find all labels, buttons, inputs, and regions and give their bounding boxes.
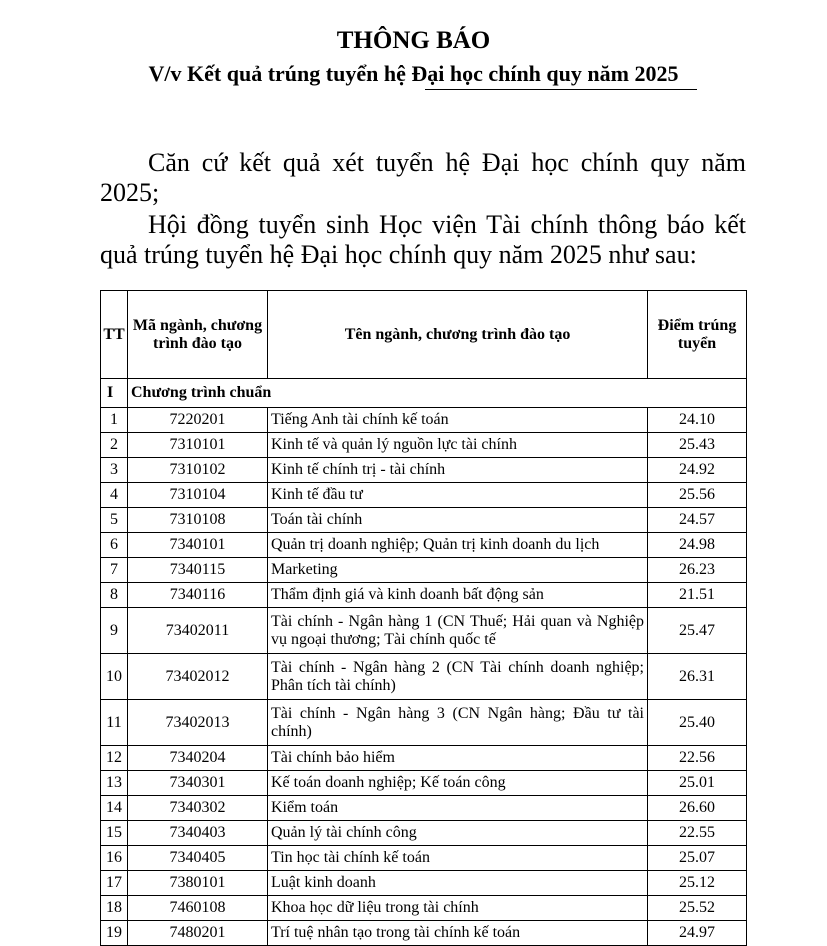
- row-index: 6: [101, 533, 128, 558]
- program-name: Tin học tài chính kế toán: [268, 846, 648, 871]
- row-index: 9: [101, 608, 128, 654]
- table-row: [101, 846, 747, 871]
- program-name: Tài chính - Ngân hàng 3 (CN Ngân hàng; Đầu tư tài chính): [268, 700, 648, 746]
- admission-score: 24.97: [648, 921, 747, 946]
- admission-score: 25.40: [648, 700, 747, 746]
- admission-score: 25.47: [648, 608, 747, 654]
- row-index: 1: [101, 408, 128, 433]
- admission-score: 25.12: [648, 871, 747, 896]
- table-row: [101, 746, 747, 771]
- section-index: I: [101, 379, 128, 408]
- table-row: [101, 433, 747, 458]
- row-index: 10: [101, 654, 128, 700]
- program-name: Tài chính - Ngân hàng 2 (CN Tài chính doanh nghiệp; Phân tích tài chính): [268, 654, 648, 700]
- table-row: [101, 771, 747, 796]
- row-index: 12: [101, 746, 128, 771]
- table-row: [101, 483, 747, 508]
- row-index: 18: [101, 896, 128, 921]
- program-code: 7310108: [128, 508, 268, 533]
- program-name: Marketing: [268, 558, 648, 583]
- header-score: Điểm trúng tuyển: [648, 291, 747, 379]
- table-row: [101, 700, 747, 746]
- program-code: 7340405: [128, 846, 268, 871]
- row-index: 13: [101, 771, 128, 796]
- program-code: 7340116: [128, 583, 268, 608]
- admission-score: 26.60: [648, 796, 747, 821]
- program-name: Luật kinh doanh: [268, 871, 648, 896]
- table-row: [101, 796, 747, 821]
- admission-score: 26.23: [648, 558, 747, 583]
- admission-score: 21.51: [648, 583, 747, 608]
- admission-score: 24.92: [648, 458, 747, 483]
- program-code: 7340301: [128, 771, 268, 796]
- admission-score: 22.55: [648, 821, 747, 846]
- section-label: Chương trình chuẩn: [128, 379, 747, 408]
- program-name: Tài chính bảo hiểm: [268, 746, 648, 771]
- header-code: Mã ngành, chương trình đào tạo: [128, 291, 268, 379]
- program-name: Kinh tế và quản lý nguồn lực tài chính: [268, 433, 648, 458]
- table-row: [101, 654, 747, 700]
- row-index: 14: [101, 796, 128, 821]
- program-name: Tài chính - Ngân hàng 1 (CN Thuế; Hải quan và Nghiệp vụ ngoại thương; Tài chính quốc tế: [268, 608, 648, 654]
- program-code: 7310102: [128, 458, 268, 483]
- subtitle-underline: [425, 89, 697, 90]
- row-index: 8: [101, 583, 128, 608]
- program-code: 7310104: [128, 483, 268, 508]
- program-code: 7480201: [128, 921, 268, 946]
- program-name: Khoa học dữ liệu trong tài chính: [268, 896, 648, 921]
- program-code: 7220201: [128, 408, 268, 433]
- admission-results-table: [100, 290, 747, 946]
- table-row: [101, 408, 747, 433]
- table-header-row: [101, 291, 747, 379]
- row-index: 5: [101, 508, 128, 533]
- program-code: 7310101: [128, 433, 268, 458]
- admission-score: 22.56: [648, 746, 747, 771]
- program-name: Kinh tế đầu tư: [268, 483, 648, 508]
- program-name: Tiếng Anh tài chính kế toán: [268, 408, 648, 433]
- admission-score: 25.56: [648, 483, 747, 508]
- program-code: 73402011: [128, 608, 268, 654]
- row-index: 7: [101, 558, 128, 583]
- table-row: [101, 896, 747, 921]
- admission-score: 25.01: [648, 771, 747, 796]
- admission-score: 24.10: [648, 408, 747, 433]
- paragraph-announcement: Hội đồng tuyển sinh Học viện Tài chính thông báo kết quả trúng tuyển hệ Đại học chính quy năm 2025 như sau:: [100, 210, 746, 269]
- table-row: [101, 558, 747, 583]
- table-row: [101, 871, 747, 896]
- program-code: 7340115: [128, 558, 268, 583]
- admission-score: 24.98: [648, 533, 747, 558]
- admission-score: 26.31: [648, 654, 747, 700]
- paragraph-basis: Căn cứ kết quả xét tuyển hệ Đại học chính quy năm 2025;: [100, 148, 746, 207]
- row-index: 3: [101, 458, 128, 483]
- table-row: [101, 458, 747, 483]
- table-row: [101, 821, 747, 846]
- program-name: Quản trị doanh nghiệp; Quản trị kinh doanh du lịch: [268, 533, 648, 558]
- program-code: 7340204: [128, 746, 268, 771]
- program-code: 73402012: [128, 654, 268, 700]
- header-name: Tên ngành, chương trình đào tạo: [268, 291, 648, 379]
- row-index: 11: [101, 700, 128, 746]
- program-code: 7380101: [128, 871, 268, 896]
- table-row: [101, 583, 747, 608]
- table-row: [101, 533, 747, 558]
- program-name: Trí tuệ nhân tạo trong tài chính kế toán: [268, 921, 648, 946]
- row-index: 2: [101, 433, 128, 458]
- program-name: Kiểm toán: [268, 796, 648, 821]
- row-index: 19: [101, 921, 128, 946]
- row-index: 15: [101, 821, 128, 846]
- program-name: Toán tài chính: [268, 508, 648, 533]
- program-code: 7340101: [128, 533, 268, 558]
- program-name: Kinh tế chính trị - tài chính: [268, 458, 648, 483]
- header-tt: TT: [101, 291, 128, 379]
- section-row: [101, 379, 747, 408]
- table-row: [101, 608, 747, 654]
- program-name: Kế toán doanh nghiệp; Kế toán công: [268, 771, 648, 796]
- program-code: 7340403: [128, 821, 268, 846]
- program-code: 73402013: [128, 700, 268, 746]
- program-code: 7340302: [128, 796, 268, 821]
- admission-score: 25.52: [648, 896, 747, 921]
- program-name: Quản lý tài chính công: [268, 821, 648, 846]
- document-title: THÔNG BÁO: [336, 27, 491, 54]
- table-row: [101, 508, 747, 533]
- row-index: 16: [101, 846, 128, 871]
- row-index: 17: [101, 871, 128, 896]
- admission-score: 25.07: [648, 846, 747, 871]
- program-code: 7460108: [128, 896, 268, 921]
- admission-score: 24.57: [648, 508, 747, 533]
- row-index: 4: [101, 483, 128, 508]
- program-name: Thẩm định giá và kinh doanh bất động sản: [268, 583, 648, 608]
- admission-score: 25.43: [648, 433, 747, 458]
- document-subtitle: V/v Kết quả trúng tuyển hệ Đại học chính quy năm 2025: [148, 61, 679, 86]
- table-row: [101, 921, 747, 946]
